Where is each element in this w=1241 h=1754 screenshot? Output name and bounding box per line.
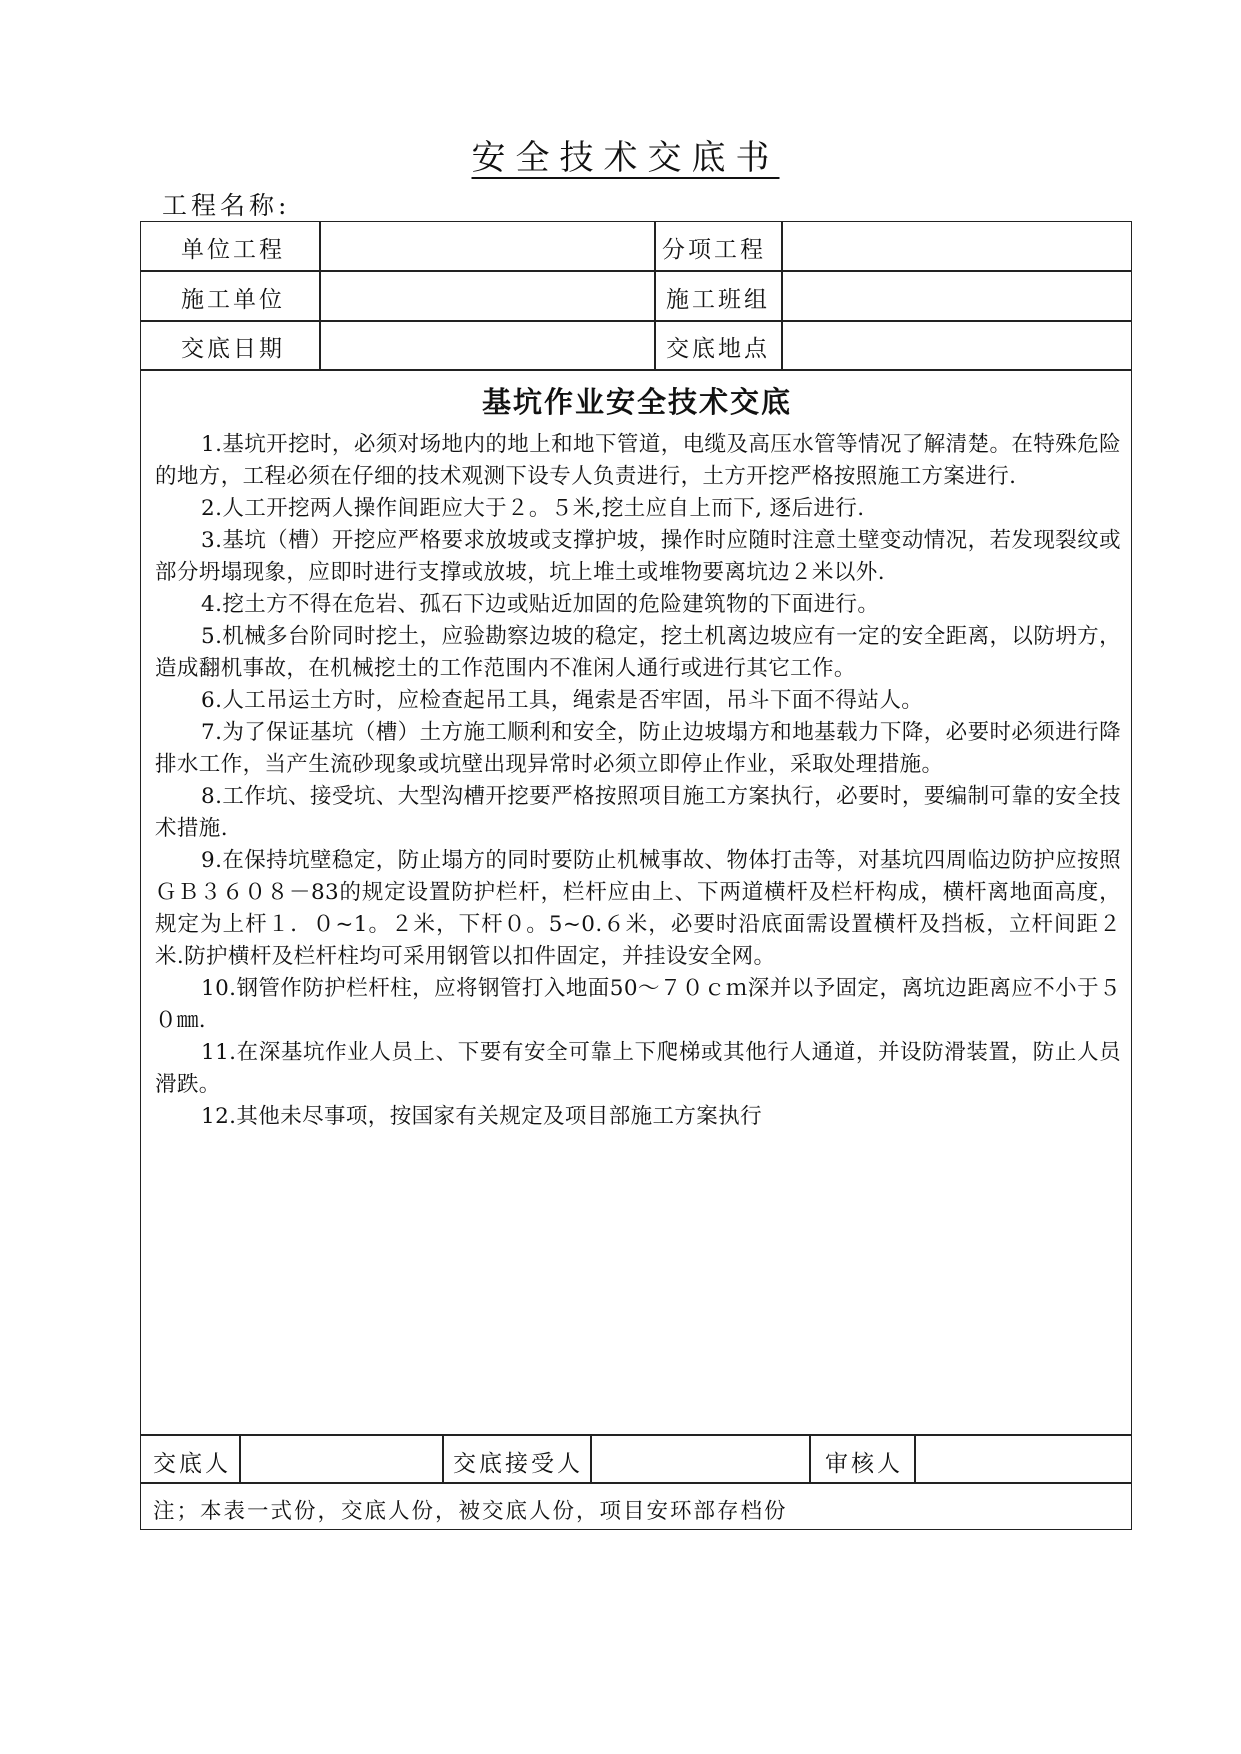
col-divider	[809, 1434, 811, 1482]
safety-item: 2.人工开挖两人操作间距应大于２。５米,挖土应自上而下, 逐后进行.	[201, 496, 865, 521]
col-divider	[590, 1434, 592, 1482]
col-divider	[914, 1434, 916, 1482]
receiver-label: 交底接受人	[453, 1451, 583, 1477]
safety-item: 5.机械多台阶同时挖土，应验勘察边坡的稳定，挖土机离边坡应有一定的安全距离，以防坍方，造成翻机事故，在机械挖土的工作范围内不准闲人通行或进行其它工作。	[155, 624, 1121, 681]
safety-item: 6.人工吊运土方时，应检查起吊工具，绳索是否牢固，吊斗下面不得站人。	[201, 688, 924, 713]
row-divider	[141, 320, 1131, 322]
safety-item: 9.在保持坑壁稳定，防止塌方的同时要防止机械事故、物体打击等，对基坑四周临边防护应按照ＧＢ３６０８－83的规定设置防护栏杆，栏杆应由上、下两道横杆及栏杆构成，横杆离地面高度，规定为上杆１．０~1。２米，下杆０。5~0.６米，必要时沿底面需设置横杆及挡板，立杆间距２米.防护横杆及栏杆柱均可采用钢管以扣件固定，并挂设安全网。	[155, 848, 1121, 969]
footer-note: 注；本表一式份，交底人份，被交底人份，项目安环部存档份	[153, 1499, 788, 1524]
col-divider	[654, 222, 656, 369]
disclosure-form-table	[140, 221, 1132, 1530]
col-divider	[319, 222, 321, 369]
row-divider	[141, 270, 1131, 272]
disclosure-location-label: 交底地点	[666, 336, 770, 362]
project-name-label: 工程名称:	[162, 191, 291, 220]
safety-items-list	[155, 429, 1121, 1133]
construction-team-label: 施工班组	[666, 287, 770, 313]
safety-item: 10.钢管作防护栏杆柱，应将钢管打入地面50～７０ｃｍ深并以予固定，离坑边距离应不小于５０㎜.	[155, 976, 1121, 1033]
col-divider	[442, 1434, 444, 1482]
document-title	[0, 130, 1241, 179]
row-divider	[141, 1482, 1131, 1484]
safety-item: 7.为了保证基坑（槽）土方施工顺利和安全，防止边坡塌方和地基载力下降，必要时必须进行降排水工作，当产生流砂现象或坑壁出现异常时必须立即停止作业，采取处理措施。	[155, 720, 1121, 777]
row-divider	[141, 369, 1131, 371]
section-title: 基坑作业安全技术交底	[481, 385, 792, 419]
col-divider	[239, 1434, 241, 1482]
safety-item: 4.挖土方不得在危岩、孤石下边或贴近加固的危险建筑物的下面进行。	[201, 592, 880, 617]
reviewer-label: 审核人	[825, 1451, 903, 1477]
discloser-label: 交底人	[153, 1451, 231, 1477]
safety-item: 3.基坑（槽）开挖应严格要求放坡或支撑护坡，操作时应随时注意土壁变动情况，若发现裂纹或部分坍塌现象，应即时进行支撑或放坡，坑上堆土或堆物要离坑边２米以外.	[155, 528, 1121, 585]
construction-unit-label: 施工单位	[181, 287, 285, 313]
sub-project-label: 分项工程	[662, 237, 766, 263]
safety-item: 1.基坑开挖时，必须对场地内的地上和地下管道，电缆及高压水管等情况了解清楚。在特殊危险的地方，工程必须在仔细的技术观测下设专人负责进行，土方开挖严格按照施工方案进行.	[155, 432, 1121, 489]
safety-item: 12.其他未尽事项，按国家有关规定及项目部施工方案执行	[201, 1104, 762, 1129]
row-divider	[141, 1434, 1131, 1436]
col-divider	[781, 222, 783, 369]
unit-project-label: 单位工程	[181, 237, 285, 263]
safety-item: 11.在深基坑作业人员上、下要有安全可靠上下爬梯或其他行人通道，并设防滑装置，防止人员滑跌。	[155, 1040, 1121, 1097]
disclosure-date-label: 交底日期	[181, 336, 285, 362]
document-title-text: 安全技术交底书	[471, 138, 780, 178]
safety-item: 8.工作坑、接受坑、大型沟槽开挖要严格按照项目施工方案执行，必要时，要编制可靠的安全技术措施.	[155, 784, 1121, 841]
